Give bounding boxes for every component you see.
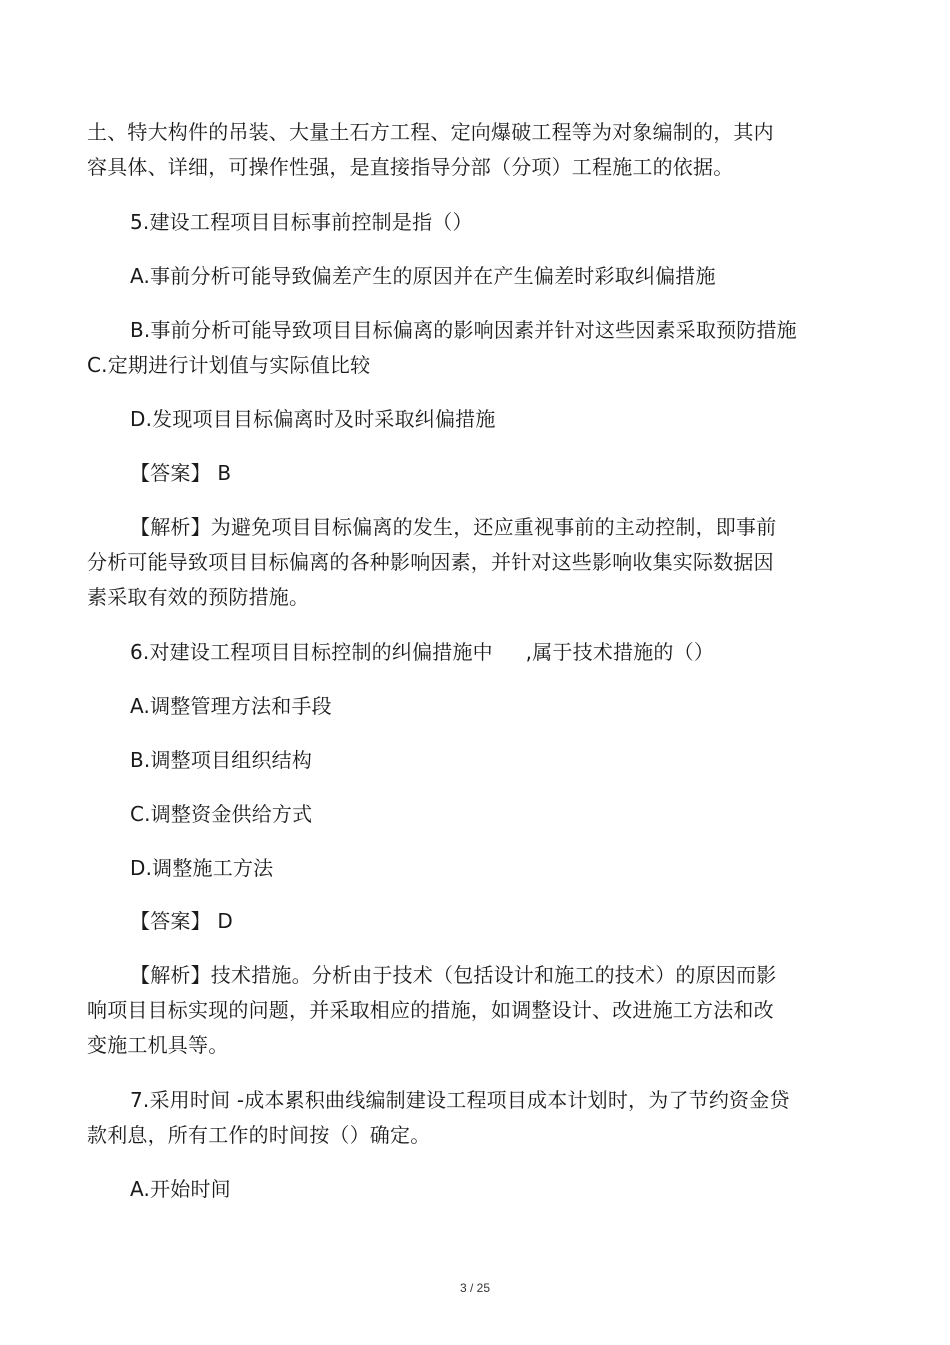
option-6b: B.调整项目组织结构 [130,748,313,772]
option-6a: A.调整管理方法和手段 [130,694,332,718]
option-6d: D.调整施工方法 [130,856,274,880]
analysis-5-line: 素采取有效的预防措施。 [87,585,310,609]
option-7a: A.开始时间 [130,1177,231,1201]
question-7-line: 款利息，所有工作的时间按（）确定。 [87,1123,431,1147]
analysis-5-line: 【解析】为避免项目目标偏离的发生，还应重视事前的主动控制，即事前 [130,515,777,539]
analysis-6-line: 响项目目标实现的问题，并采取相应的措施，如调整设计、改进施工方法和改 [87,998,774,1022]
page-current: 3 [459,1281,467,1295]
question-7-line: 7.采用时间 -成本累积曲线编制建设工程项目成本计划时，为了节约资金贷 [130,1088,790,1112]
option-6c: C.调整资金供给方式 [130,802,313,826]
option-5a: A.事前分析可能导致偏差产生的原因并在产生偏差时彩取纠偏措施 [130,264,716,288]
option-5d: D.发现项目目标偏离时及时采取纠偏措施 [130,407,496,431]
text-line: 土、特大构件的吊装、大量土石方工程、定向爆破工程等为对象编制的，其内 [87,120,774,144]
page-separator: / [466,1281,477,1295]
question-6: 6.对建设工程项目目标控制的纠偏措施中 ,属于技术措施的（） [130,640,715,664]
analysis-6-line: 【解析】技术措施。分析由于技术（包括设计和施工的技术）的原因而影 [130,963,777,987]
answer-6: 【答案】 D [130,909,233,933]
analysis-5-line: 分析可能导致项目目标偏离的各种影响因素，并针对这些影响收集实际数据因 [87,550,774,574]
text-line: 容具体、详细，可操作性强，是直接指导分部（分项）工程施工的依据。 [87,155,734,179]
page-total: 25 [476,1281,491,1295]
option-5b: B.事前分析可能导致项目目标偏离的影响因素并针对这些因素采取预防措施 [130,318,797,342]
answer-5: 【答案】 B [130,461,232,485]
question-5: 5.建设工程项目目标事前控制是指（） [130,210,473,234]
page-number [0,1281,950,1295]
option-5c: C.定期进行计划值与实际值比较 [87,353,371,377]
analysis-6-line: 变施工机具等。 [87,1033,229,1057]
